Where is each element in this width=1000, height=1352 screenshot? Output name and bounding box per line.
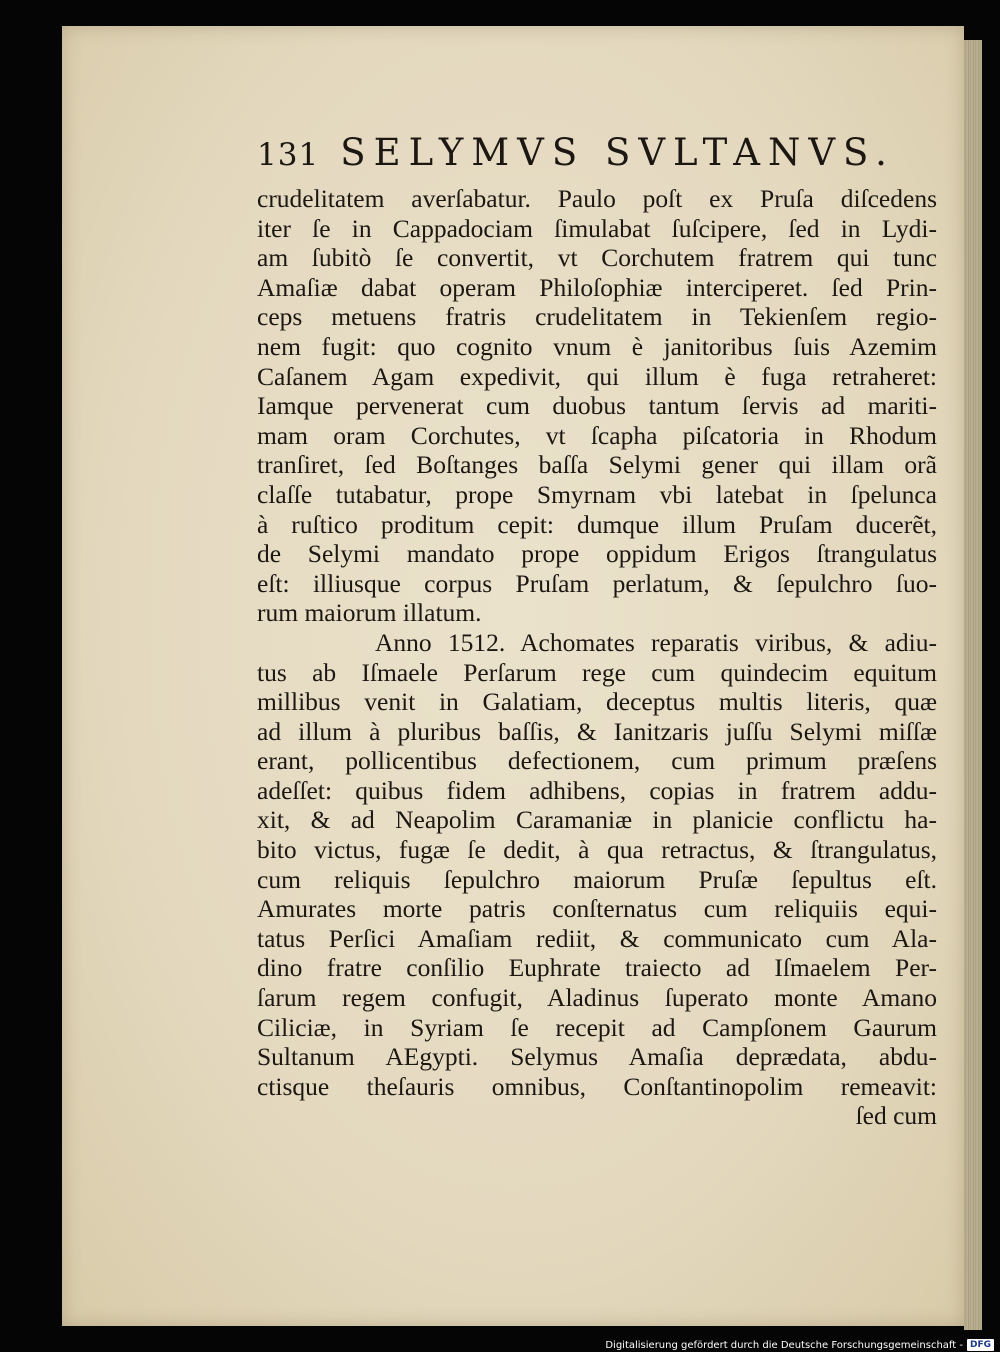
text-line: Iamque pervenerat cum duobus tantum ſervis ad mariti-	[257, 391, 937, 421]
text-line: tus ab Iſmaele Perſarum rege cum quindecim equitum	[257, 657, 937, 687]
text-line: Ciliciæ, in Syriam ſe recepit ad Campſonem Gaurum	[257, 1012, 937, 1042]
text-line: à ruſtico proditum cepit: dumque illum Pruſam ducerẽt,	[257, 509, 937, 539]
catchword: ſed cum	[855, 1101, 937, 1131]
text-line: tatus Perſici Amaſiam rediit, & communicato cum Ala-	[257, 923, 937, 953]
text-line: dino fratre conſilio Euphrate traiecto ad Iſmaelem Per-	[257, 953, 937, 983]
book-edge	[964, 40, 982, 1330]
running-title: SELYMVS SVLTANVS.	[340, 131, 895, 174]
text-line: eſt: illiusque corpus Pruſam perlatum, & ſepulchro ſuo-	[257, 568, 937, 598]
text-line: millibus venit in Galatiam, deceptus multis literis, quæ	[257, 687, 937, 717]
text-line: ad illum à pluribus baſſis, & Ianitzaris juſſu Selymi miſſæ	[257, 716, 937, 746]
text-line: bito victus, fugæ ſe dedit, à qua retractus, & ſtrangulatus,	[257, 835, 937, 865]
text-line: mam oram Corchutes, vt ſcapha piſcatoria in Rhodum	[257, 420, 937, 450]
credit-text: Digitalisierung gefördert durch die Deutsche Forschungsgemeinschaft -	[605, 1339, 963, 1351]
text-line: adeſſet: quibus fidem adhibens, copias in fratrem addu-	[257, 775, 937, 805]
text-line: ctisque theſauris omnibus, Conſtantinopolim remeavit:	[257, 1071, 937, 1101]
text-line: Anno 1512. Achomates reparatis viribus, & adiu-	[375, 627, 937, 657]
text-line: am ſubitò ſe convertit, vt Corchutem fratrem qui tunc	[257, 243, 937, 273]
text-line: tranſiret, ſed Boſtanges baſſa Selymi gener qui illam orã	[257, 450, 937, 480]
text-line: nem fugit: quo cognito vnum è janitoribus ſuis Azemim	[257, 331, 937, 361]
text-line: Caſanem Agam expedivit, qui illum è fuga retraheret:	[257, 361, 937, 391]
text-line: crudelitatem averſabatur. Paulo poſt ex Pruſa diſcedens	[257, 184, 937, 213]
text-line: erant, pollicentibus defectionem, cum primum præſens	[257, 746, 937, 776]
page-header	[257, 131, 895, 174]
digitization-credit	[605, 1338, 994, 1352]
text-line: Sultanum AEgypti. Selymus Amaſia deprædata, abdu-	[257, 1042, 937, 1072]
text-line: Amaſiæ dabat operam Philoſophiæ interciperet. ſed Prin-	[257, 272, 937, 302]
text-line: xit, & ad Neapolim Caramaniæ in planicie conflictu ha-	[257, 805, 937, 835]
text-line: cum reliquis ſepulchro maiorum Pruſæ ſepultus eſt.	[257, 864, 937, 894]
text-line: ſarum regem confugit, Aladinus ſuperato monte Amano	[257, 983, 937, 1013]
text-line: iter ſe in Cappadociam ſimulabat ſuſcipere, ſed in Lydi-	[257, 213, 937, 243]
text-line: claſſe tutabatur, prope Smyrnam vbi latebat in ſpelunca	[257, 479, 937, 509]
text-line: ceps metuens fratris crudelitatem in Tekienſem regio-	[257, 302, 937, 332]
body-text	[257, 184, 937, 1131]
text-line: de Selymi mandato prope oppidum Erigos ſtrangulatus	[257, 539, 937, 569]
page-number: 131	[257, 137, 320, 173]
text-line: Amurates morte patris conſternatus cum reliquiis equi-	[257, 894, 937, 924]
dfg-logo: DFG	[967, 1339, 994, 1351]
text-line: rum maiorum illatum.	[257, 598, 482, 628]
